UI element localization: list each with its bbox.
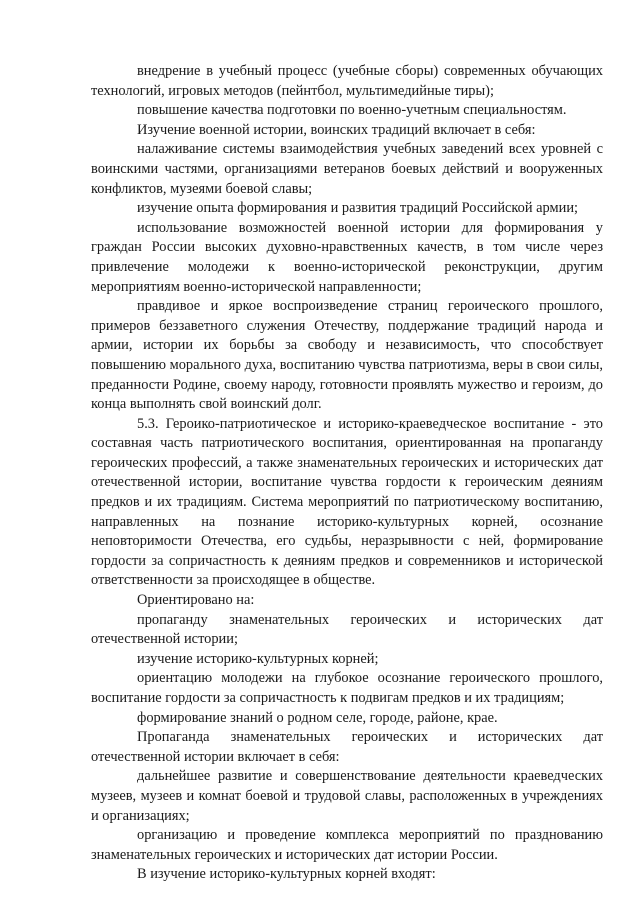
document-body bbox=[91, 62, 603, 885]
paragraph-15: дальнейшее развитие и совершенствование деятельности краеведческих музеев, музеев и комнат боевой и трудовой славы, расположенных в учреждениях и организациях; bbox=[91, 768, 603, 824]
paragraph-7: правдивое и яркое воспроизведение страниц героического прошлого, примеров беззаветного служения Отечеству, поддержание традиций народа и армии, истории их борьбы за свободу и независимость, что способствует повышению морального духа, воспитанию чувства патриотизма, веры в свои силы, преданности Родине, своему народу, готовности проявлять мужество и героизм, до конца выполнять свой воинский долг. bbox=[91, 298, 603, 413]
paragraph-2: повышение качества подготовки по военно-учетным специальностям. bbox=[137, 102, 567, 119]
paragraph-5: изучение опыта формирования и развития традиций Российской армии; bbox=[137, 200, 579, 217]
paragraph-11: изучение историко-культурных корней; bbox=[137, 650, 379, 667]
paragraph-13: формирование знаний о родном селе, городе, районе, крае. bbox=[137, 709, 498, 726]
paragraph-8: 5.3. Героико-патриотическое и историко-краеведческое воспитание - это составная часть патриотического воспитания, ориентированная на пропаганду героических профессий, а также знаменательных героических и исторических дат отечественной истории, воспитание чувства гордости к героическим деяниям предков и их традициям. Система мероприятий по патриотическому воспитанию, направленных на познание историко-культурных корней, осознание неповторимости Отечества, его судьбы, неразрывности с ней, формирование гордости за сопричастность к деяниям предков и современников и исторической ответственности за происходящее в обществе. bbox=[91, 415, 603, 589]
paragraph-3: Изучение военной истории, воинских традиций включает в себя: bbox=[137, 121, 536, 138]
paragraph-10: пропаганду знаменательных героических и исторических дат отечественной истории; bbox=[91, 611, 603, 648]
paragraph-16: организацию и проведение комплекса мероприятий по празднованию знаменательных героических и исторических дат истории России. bbox=[91, 827, 603, 863]
paragraph-6: использование возможностей военной истории для формирования у граждан России высоких духовно-нравственных качеств, в том числе через привлечение молодежи к военно-исторической реконструкции, другим мероприятиям военно-исторической направленности; bbox=[91, 219, 603, 295]
paragraph-4: налаживание системы взаимодействия учебных заведений всех уровней с воинскими частями, организациями ветеранов боевых действий и вооруженных конфликтов, музеями боевой славы; bbox=[91, 141, 603, 197]
paragraph-17: В изучение историко-культурных корней входят: bbox=[137, 866, 436, 883]
paragraph-1: внедрение в учебный процесс (учебные сборы) современных обучающих технологий, игровых методов (пейнтбол, мультимедийные тиры); bbox=[91, 63, 603, 99]
paragraph-14: Пропаганда знаменательных героических и исторических дат отечественной истории включает в себя: bbox=[91, 729, 603, 765]
paragraph-12: ориентацию молодежи на глубокое осознание героического прошлого, воспитание гордости за сопричастность к подвигам предков и их традициям; bbox=[91, 670, 603, 706]
paragraph-9: Ориентировано на: bbox=[137, 592, 255, 609]
